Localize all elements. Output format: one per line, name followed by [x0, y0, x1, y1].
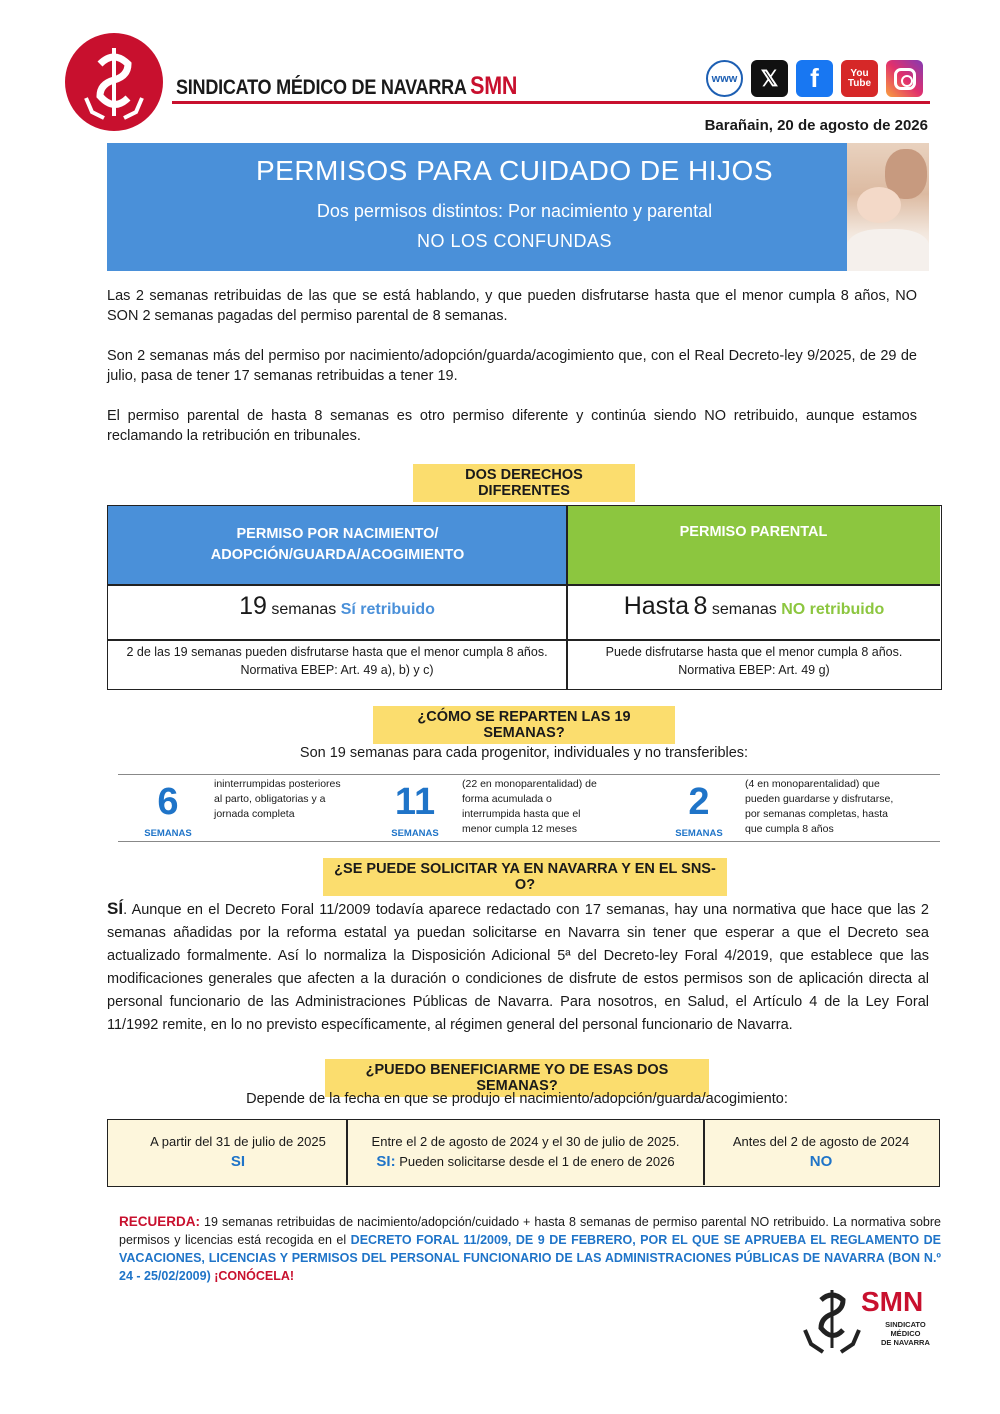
block-3-line1: (4 en monoparentalidad) que	[745, 778, 880, 790]
parental-leave-header: PERMISO PARENTAL	[567, 506, 940, 584]
reminder-text: 19 semanas retribuidas de nacimiento/adopción/cuidado + hasta 8 semanas de permiso parental NO retribuido. La normativa sobre permisos y licencias está recogida en el	[119, 1215, 941, 1247]
birth-note-line1: 2 de las 19 semanas pueden disfrutarse hasta que el menor cumpla 8 años.	[126, 645, 548, 659]
footer-line3: DE NAVARRA	[881, 1338, 930, 1347]
block-3-line4: que cumpla 8 años	[745, 823, 834, 835]
footer-line2: MÉDICO	[890, 1329, 921, 1338]
parental-paid-status: NO retribuido	[781, 601, 885, 618]
youtube-label-top: You	[850, 67, 869, 79]
eligibility-cell-2	[348, 1134, 703, 1170]
block-1-description	[214, 777, 374, 822]
decree-reference[interactable]: DECRETO FORAL 11/2009, DE 9 DE FEBRERO, POR EL QUE SE APRUEBA EL REGLAMENTO DE VACACIONES, LICENCIAS Y PERMISOS DEL PERSONAL FUNCIONARIO DE LAS ADMINISTRACIONES PÚBLICAS DE NAVARRA (BON N.º 24 - 25/02/2009)	[119, 1233, 941, 1283]
block-2-unit: SEMANAS	[391, 828, 439, 839]
cell-3-condition: Antes del 2 de agosto de 2024	[732, 1134, 910, 1149]
parental-note-line2: Normativa EBEP: Art. 49 g)	[678, 663, 830, 677]
intro-paragraph-3: El permiso parental de hasta 8 semanas es otro permiso diferente y continúa siendo NO retribuido, aunque estamos reclamando la retribución en tribunales.	[107, 408, 917, 444]
section-heading-eligibility: ¿PUEDO BENEFICIARME YO DE ESAS DOS SEMANAS?	[325, 1059, 709, 1097]
eligibility-cell-1	[108, 1134, 346, 1170]
intro-paragraph-2: Son 2 semanas más del permiso por nacimiento/adopción/guarda/acogimiento que, con el Real Decreto-ley 9/2025, de 29 de julio, pasa de tener 17 semanas retribuidas a tener 19.	[107, 348, 917, 384]
reminder-cta: ¡CONÓCELA!	[210, 1269, 295, 1283]
weeks-distribution	[118, 774, 940, 842]
intro-paragraph-1: Las 2 semanas retribuidas de las que se está hablando, y que pueden disfrutarse hasta que el menor cumpla 8 años, NO SON 2 semanas pagadas del permiso parental de 8 semanas.	[107, 288, 917, 324]
eligibility-cell-3	[705, 1134, 941, 1170]
title-banner	[107, 143, 929, 271]
parental-note-line1: Puede disfrutarse hasta que el menor cumpla 8 años.	[605, 645, 903, 659]
cell-2-condition: Entre el 2 de agosto de 2024 y el 30 de julio de 2025.	[371, 1134, 680, 1149]
answer-word: SÍ	[107, 899, 124, 918]
father-baby-photo	[847, 143, 929, 271]
smn-logo	[62, 32, 166, 132]
birth-leave-header	[108, 506, 567, 584]
birth-weeks-number: 19	[239, 592, 267, 620]
x-icon[interactable]: 𝕏	[751, 60, 788, 97]
website-icon[interactable]: www	[706, 60, 743, 97]
youtube-label-bottom: Tube	[847, 77, 872, 89]
block-2-line1: (22 en monoparentalidad) de	[462, 778, 597, 790]
footer-acronym: SMN	[861, 1286, 924, 1317]
answer-body: . Aunque en el Decreto Foral 11/2009 todavía aparece redactado con 17 semanas, hay una normativa que hace que las 2 semanas añadidas por la reforma estatal ya puedan solicitarse en Navarra sin tener que esperar a que el Decreto sea actualizado formalmente. Así lo normaliza la Disposición Adicional 5ª del Decreto-ley Foral 4/2019, que establece que las modificaciones generales que afecten a la duración o condiciones de disfrute de estos permisos son de aplicación directa al personal funcionario de las Administraciones Públicas de Navarra. Para nosotros, en Salud, el Artículo 4 de la Ley Foral 11/1992 remite, en lo no previsto específicamente, al régimen general del personal funcionario de Navarra.	[107, 902, 929, 1033]
block-3-number: 2	[688, 781, 710, 823]
footer-logo	[797, 1282, 942, 1360]
youtube-icon[interactable]	[841, 60, 878, 97]
reminder-note	[119, 1213, 941, 1285]
section-heading-distribution: ¿CÓMO SE REPARTEN LAS 19 SEMANAS?	[373, 706, 675, 744]
birth-note-line2: Normativa EBEP: Art. 49 a), b) y c)	[240, 663, 434, 677]
block-1-line1: ininterrumpidas posteriores	[214, 778, 341, 790]
block-2-description	[462, 777, 632, 837]
birth-leave-header-line2: ADOPCIÓN/GUARDA/ACOGIMIENTO	[210, 547, 465, 563]
block-3-description	[745, 777, 925, 837]
rights-table	[107, 505, 942, 690]
block-1-line3: jornada completa	[214, 808, 295, 820]
birth-leave-note	[108, 643, 566, 679]
navarra-answer	[107, 897, 929, 1037]
block-1-line2: al parto, obligatorias y a	[214, 793, 326, 805]
eligibility-table	[107, 1119, 940, 1187]
cell-2-answer: SI:	[376, 1153, 396, 1170]
block-3-line2: pueden guardarse y disfrutarse,	[745, 793, 894, 805]
parental-leave-weeks	[568, 586, 940, 638]
cell-1-answer: SI	[230, 1153, 246, 1170]
banner-subtitle: Dos permisos distintos: Por nacimiento y parental	[316, 201, 713, 221]
parental-weeks-word: semanas	[711, 601, 777, 618]
header-rule	[172, 101, 930, 104]
cell-3-answer: NO	[809, 1153, 833, 1170]
block-3-line3: por semanas completas, hasta	[745, 808, 888, 820]
footer-line1: SINDICATO	[885, 1320, 926, 1329]
birth-leave-header-line1: PERMISO POR NACIMIENTO/	[236, 526, 439, 542]
parental-prefix: Hasta	[623, 592, 689, 620]
cell-1-condition: A partir del 31 de julio de 2025	[150, 1134, 326, 1149]
birth-paid-status: Sí retribuido	[340, 601, 435, 618]
instagram-icon[interactable]	[886, 60, 923, 97]
banner-warning: NO LOS CONFUNDAS	[416, 231, 613, 251]
block-3-unit: SEMANAS	[675, 828, 723, 839]
block-1-unit: SEMANAS	[144, 828, 192, 839]
org-name: SINDICATO MÉDICO DE NAVARRA SMN	[176, 72, 518, 100]
birth-weeks-word: semanas	[271, 601, 337, 618]
banner-title: PERMISOS PARA CUIDADO DE HIJOS	[255, 155, 774, 186]
social-links	[706, 60, 923, 97]
birth-leave-weeks	[108, 586, 566, 638]
block-2-line2: forma acumulada o	[462, 793, 552, 805]
section-heading-navarra: ¿SE PUEDE SOLICITAR YA EN NAVARRA Y EN EL SNS-O?	[323, 858, 727, 896]
block-2-line4: menor cumpla 12 meses	[462, 823, 577, 835]
block-1-number: 6	[157, 781, 179, 823]
distribution-intro: Son 19 semanas para cada progenitor, individuales y no transferibles:	[299, 745, 749, 761]
parental-leave-note	[568, 643, 940, 679]
footer-org-name	[881, 1320, 930, 1347]
section-heading-rights: DOS DERECHOS DIFERENTES	[413, 464, 635, 502]
parental-weeks-number: 8	[693, 592, 708, 620]
cell-2-detail: Pueden solicitarse desde el 1 de enero de 2026	[395, 1154, 675, 1169]
block-2-line3: interrumpida hasta que el	[462, 808, 581, 820]
facebook-icon[interactable]: f	[796, 60, 833, 97]
eligibility-intro: Depende de la fecha en que se produjo el nacimiento/adopción/guarda/acogimiento:	[246, 1091, 788, 1107]
reminder-label: RECUERDA:	[119, 1214, 200, 1229]
block-2-number: 11	[394, 781, 436, 823]
document-date: Barañain, 20 de agosto de 2026	[704, 117, 928, 134]
